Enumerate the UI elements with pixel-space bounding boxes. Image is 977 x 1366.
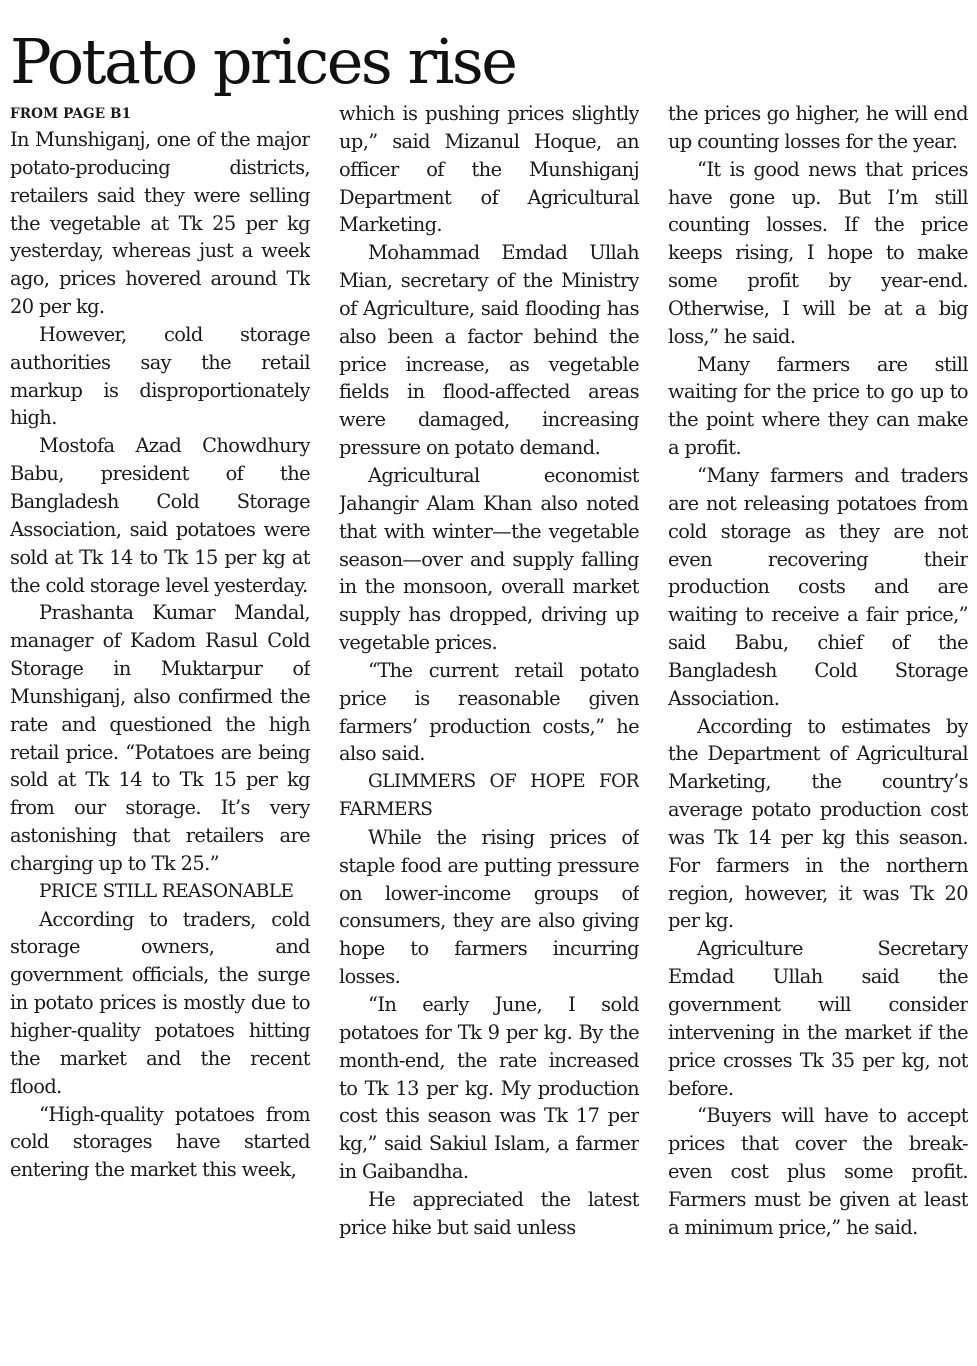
paragraph: According to traders, cold storage owners, and government officials, the surge in potato prices is mostly due to higher-quality potatoes hitting the market and the recent flood. [10, 907, 310, 1098]
subheading: GLIMMERS OF HOPE FOR FARMERS [339, 771, 639, 821]
paragraph: “The current retail potato price is reasonable given farmers’ production costs,” he also said. [339, 658, 639, 766]
paragraph: Mohammad Emdad Ullah Mian, secretary of the Ministry of Agriculture, said flooding has also been a factor behind the price increase, as vegetable fields in flood-affected areas were damaged, increasing pressure on potato demand. [339, 241, 639, 460]
paragraph: “Many farmers and traders are not releasing potatoes from cold storage as they are not even recovering their production costs and are waiting to receive a fair price,” said Babu, chief of the Bangladesh Cold Storage Association. [668, 463, 968, 710]
paragraph: While the rising prices of staple food are putting pressure on lower-income groups of consumers, they are also giving hope to farmers incurring losses. [339, 825, 639, 989]
paragraph: According to estimates by the Department of Agricultural Marketing, the country’s average potato production cost was Tk 14 per kg this season. For farmers in the northern region, however, it was Tk 20 per kg. [668, 714, 968, 933]
subheading: PRICE STILL REASONABLE [39, 880, 294, 902]
paragraph: “High-quality potatoes from cold storages have started entering the market this week, [10, 1102, 310, 1182]
paragraph: He appreciated the latest price hike but said unless [339, 1187, 639, 1239]
column-2 [339, 100, 639, 1362]
paragraph: Agricultural economist Jahangir Alam Khan also noted that with winter—the vegetable season—over and supply falling in the monsoon, overall market supply has dropped, driving up vegetable prices. [339, 463, 639, 655]
paragraph: “In early June, I sold potatoes for Tk 9 per kg. By the month-end, the rate increased to Tk 13 per kg. My production cost this season was Tk 17 per kg,” said Sakiul Islam, a farmer in Gaibandha. [339, 993, 639, 1184]
column-1 [10, 100, 310, 1362]
paragraph: Prashanta Kumar Mandal, manager of Kadom Rasul Cold Storage in Muktarpur of Munshiganj, also confirmed the rate and questioned the high retail price. “Potatoes are being sold at Tk 14 to Tk 15 per kg from our storage. It’s very astonishing that retailers are charging up to Tk 25.” [10, 601, 310, 875]
paragraph: “It is good news that prices have gone up. But I’m still counting losses. If the price keeps rising, I hope to make some profit by year-end. Otherwise, I will be at a big loss,” he said. [668, 157, 968, 348]
column-3 [668, 100, 968, 1362]
headline: Potato prices rise [10, 25, 516, 98]
paragraph-continued: which is pushing prices slightly up,” said Mizanul Hoque, an officer of the Munshiganj Department of Agricultural Marketing. [339, 102, 639, 237]
paragraph: In Munshiganj, one of the major potato-producing districts, retailers said they were selling the vegetable at Tk 25 per kg yesterday, whereas just a week ago, prices hovered around Tk 20 per kg. [10, 128, 310, 319]
article-body [10, 100, 968, 1362]
paragraph: However, cold storage authorities say the retail markup is disproportionately high. [10, 322, 310, 430]
paragraph-continued: the prices go higher, he will end up counting losses for the year. [668, 102, 968, 153]
continued-from-label: FROM PAGE B1 [10, 106, 132, 122]
paragraph: Many farmers are still waiting for the price to go up to the point where they can make a profit. [668, 352, 968, 460]
paragraph: “Buyers will have to accept prices that cover the break-even cost plus some profit. Farmers must be given at least a minimum price,” he said. [668, 1104, 968, 1239]
paragraph: Agriculture Secretary Emdad Ullah said the government will consider intervening in the market if the price crosses Tk 35 per kg, not before. [668, 937, 968, 1100]
paragraph: Mostofa Azad Chowdhury Babu, president of the Bangladesh Cold Storage Association, said potatoes were sold at Tk 14 to Tk 15 per kg at the cold storage level yesterday. [10, 434, 310, 597]
